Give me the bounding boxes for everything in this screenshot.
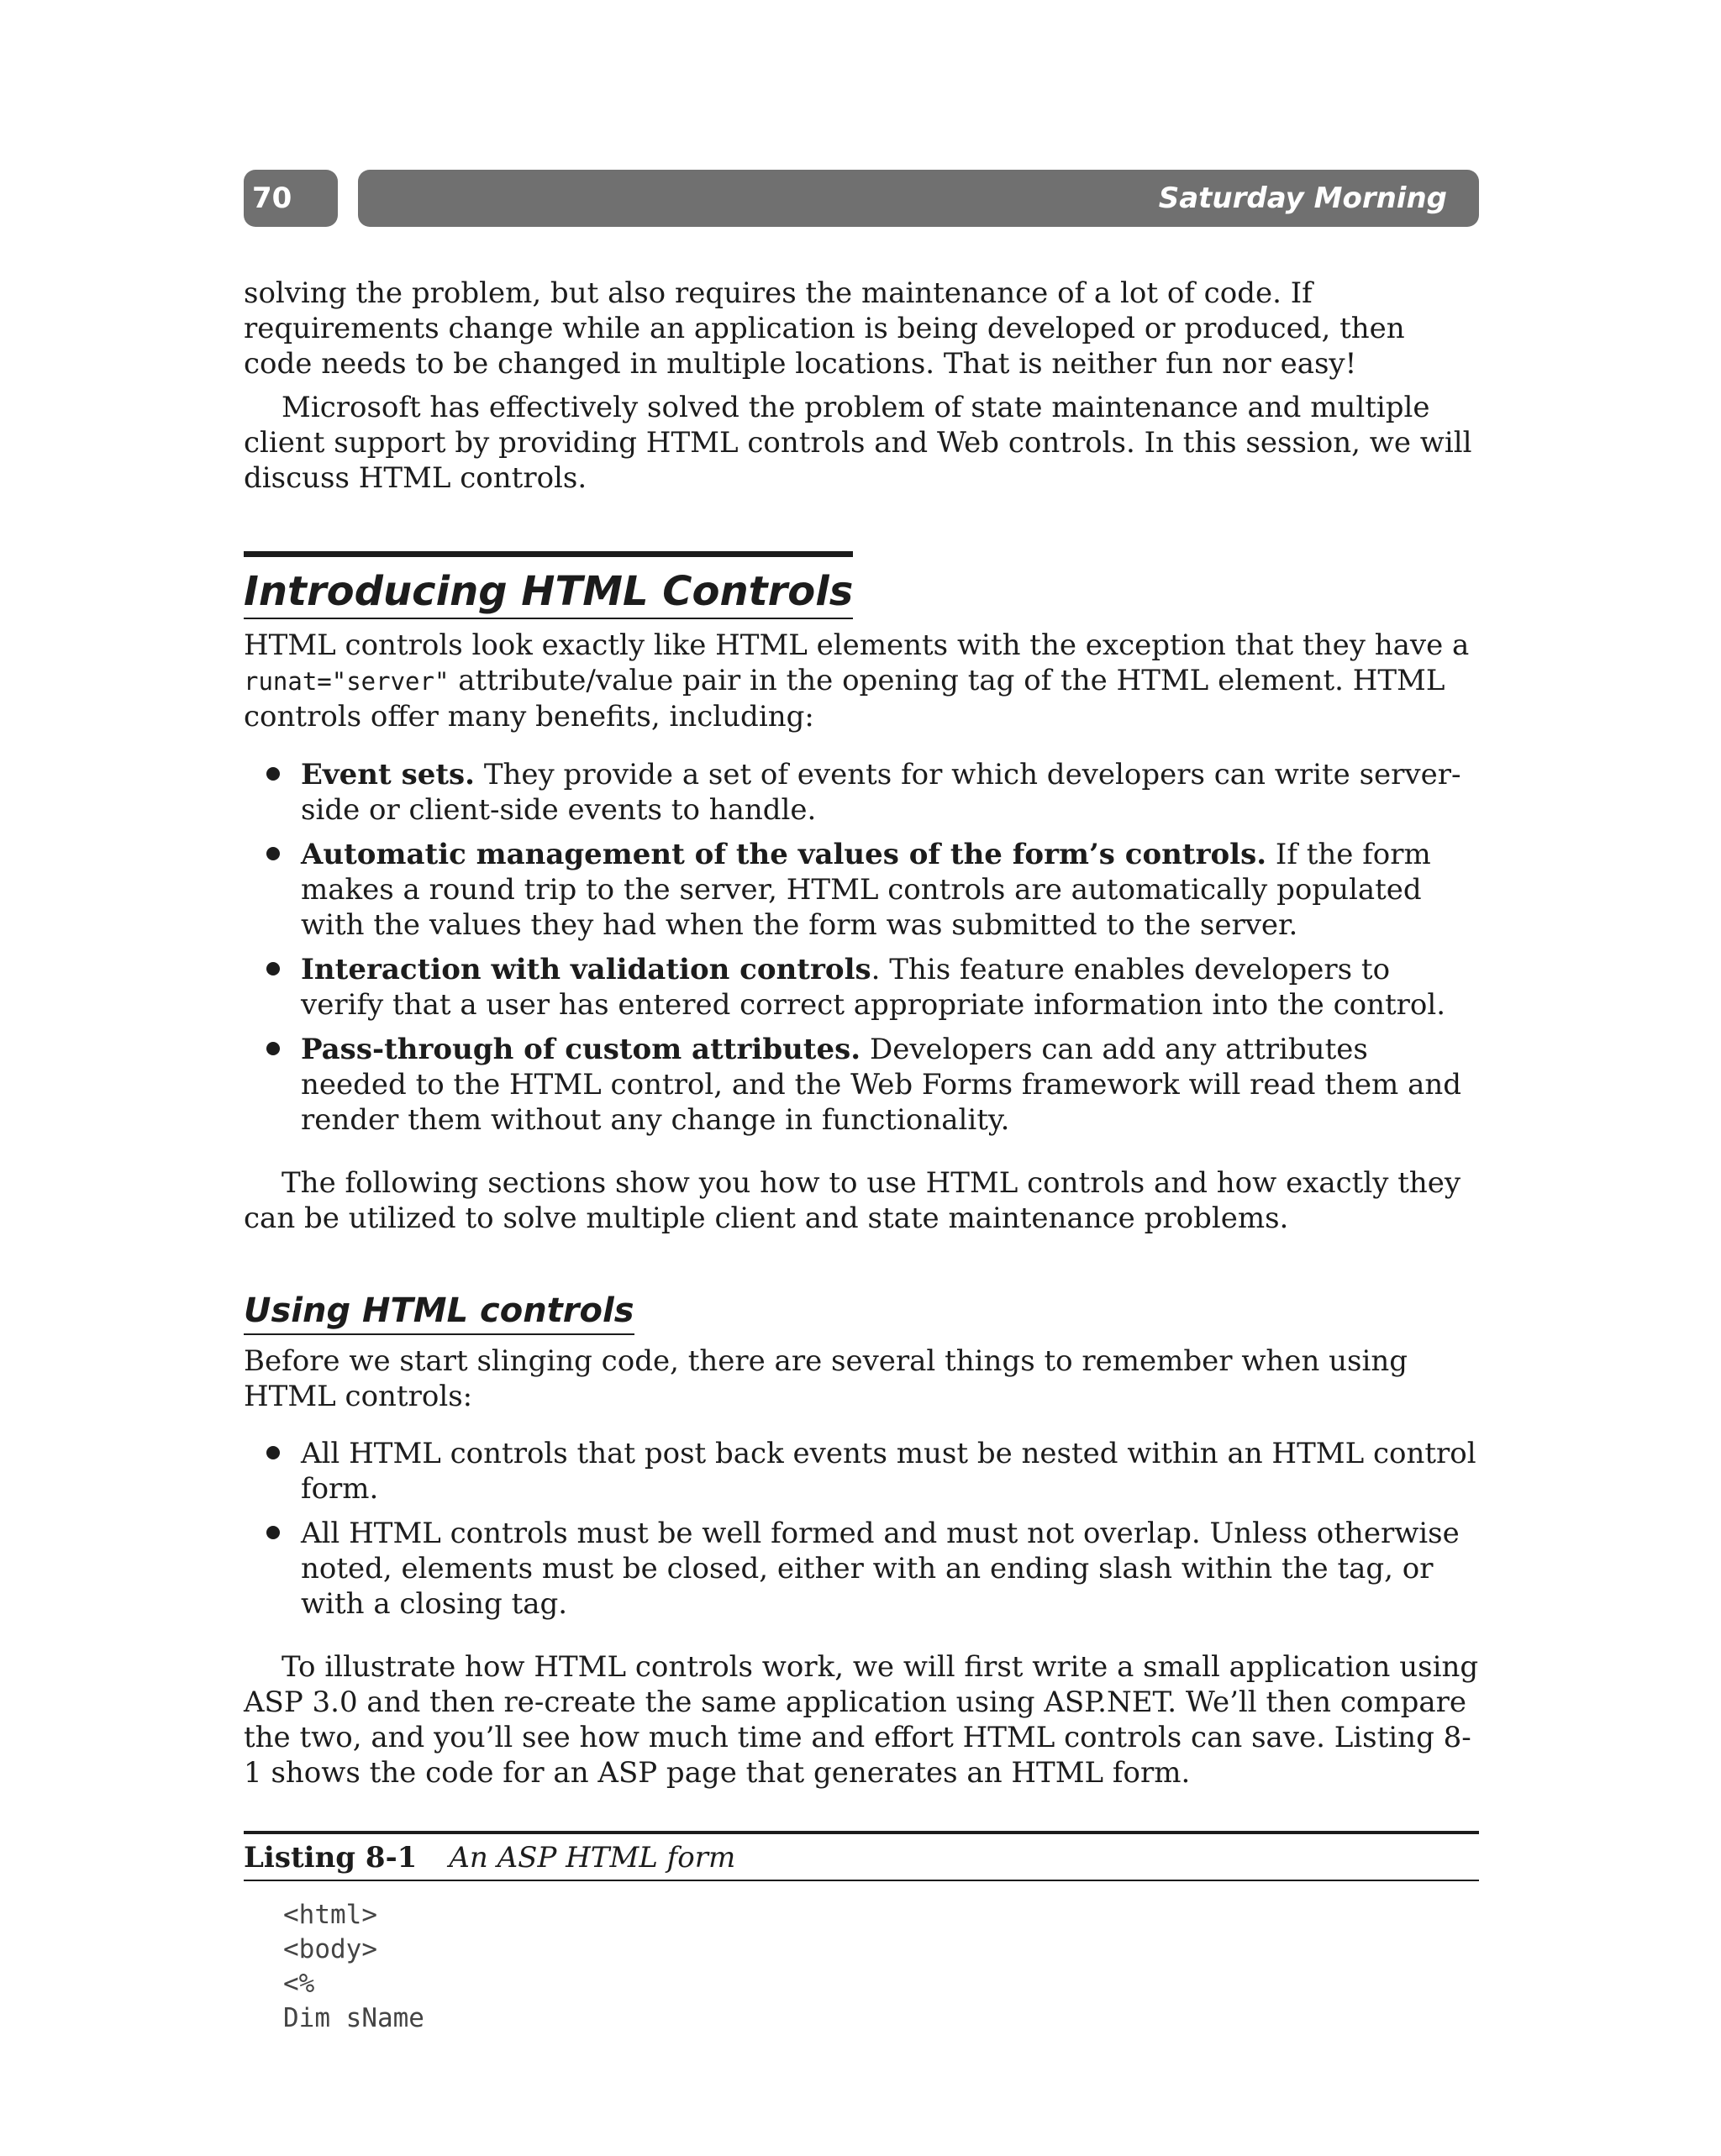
subsection-heading-using-html-controls: Using HTML controls: [244, 1288, 634, 1335]
code-line: <html>: [283, 1900, 377, 1930]
list-item-bold: Interaction with validation controls: [301, 953, 871, 986]
list-item-text: All HTML controls must be well formed and must not overlap. Unless otherwise noted, elements must be closed, either with an ending slash within the tag, or with a closing tag.: [301, 1517, 1460, 1621]
inline-code-runat: runat="server": [244, 667, 450, 696]
listing-title: An ASP HTML form: [449, 1841, 736, 1875]
list-item: [301, 1032, 1479, 1138]
bullet-icon: [266, 847, 280, 860]
code-line: Dim sName: [283, 2003, 424, 2033]
list-item-text: They provide a set of events for which developers can write server-side or client-side events to handle.: [301, 758, 1461, 827]
code-line: <%: [283, 1969, 315, 1999]
bullet-icon: [266, 1526, 280, 1539]
list-item-text: All HTML controls that post back events must be nested within an HTML control form.: [301, 1437, 1476, 1506]
list-item-text: Developers can add any attributes needed to the HTML control, and the Web Forms framework will read them and render them without any change in functionality.: [301, 1033, 1462, 1137]
list-item-bold: Automatic management of the values of the form’s controls.: [301, 838, 1267, 871]
bullet-icon: [266, 767, 280, 781]
section1-paragraph: [244, 628, 1479, 734]
intro-paragraph-1: solving the problem, but also requires the maintenance of a lot of code. If requirements change while an application is being developed or produced, then code needs to be changed in multiple locations. That is neither fun nor easy!: [244, 276, 1405, 381]
section2-closing-paragraph: To illustrate how HTML controls work, we will first write a small application using ASP 3.0 and then re-create the same application using ASP.NET. We’ll then compare the two, and you’ll see how much time and effort HTML controls can save. Listing 8-1 shows the code for an ASP page that generates an HTML form.: [244, 1650, 1479, 1790]
listing-number: Listing 8-1: [244, 1841, 418, 1875]
list-item-bold: Pass-through of custom attributes.: [301, 1033, 861, 1066]
section-heading-introducing-html-controls: Introducing HTML Controls: [244, 551, 853, 619]
code-line: <body>: [283, 1934, 377, 1964]
list-item-text: . This feature enables developers to verify that a user has entered correct appropriate information into the control.: [301, 953, 1446, 1022]
bullet-icon: [266, 1446, 280, 1459]
page-body: [244, 276, 1479, 2036]
listing-header: [244, 1831, 1479, 1881]
bullet-icon: [266, 962, 280, 975]
list-item: [301, 952, 1479, 1023]
code-listing: [244, 1881, 1479, 2036]
section1-closing-paragraph: The following sections show you how to use HTML controls and how exactly they can be utilized to solve multiple client and state maintenance problems.: [244, 1166, 1461, 1235]
list-item-text: If the form makes a round trip to the server, HTML controls are automatically populated with the values they had when the form was submitted to the server.: [301, 838, 1431, 942]
page-header: [244, 170, 1479, 227]
list-item: [301, 757, 1479, 828]
list-item: [301, 837, 1479, 943]
section1-paragraph-text-start: HTML controls look exactly like HTML elements with the exception that they have a: [244, 628, 1470, 662]
section1-paragraph-text-end: attribute/value pair in the opening tag of the HTML element. HTML controls offer many benefits, including:: [244, 664, 1445, 734]
list-item: [301, 1516, 1479, 1622]
benefits-list: [244, 757, 1479, 1138]
intro-paragraph-2: Microsoft has effectively solved the problem of state maintenance and multiple client support by providing HTML controls and Web controls. In this session, we will discuss HTML controls.: [244, 391, 1472, 495]
page-number: 70: [244, 170, 338, 227]
list-item-bold: Event sets.: [301, 758, 476, 791]
list-item: [301, 1436, 1479, 1507]
running-title: Saturday Morning: [358, 170, 1479, 227]
bullet-icon: [266, 1042, 280, 1055]
section2-lead-paragraph: Before we start slinging code, there are several things to remember when using HTML controls:: [244, 1344, 1408, 1413]
rules-list: [244, 1436, 1479, 1622]
